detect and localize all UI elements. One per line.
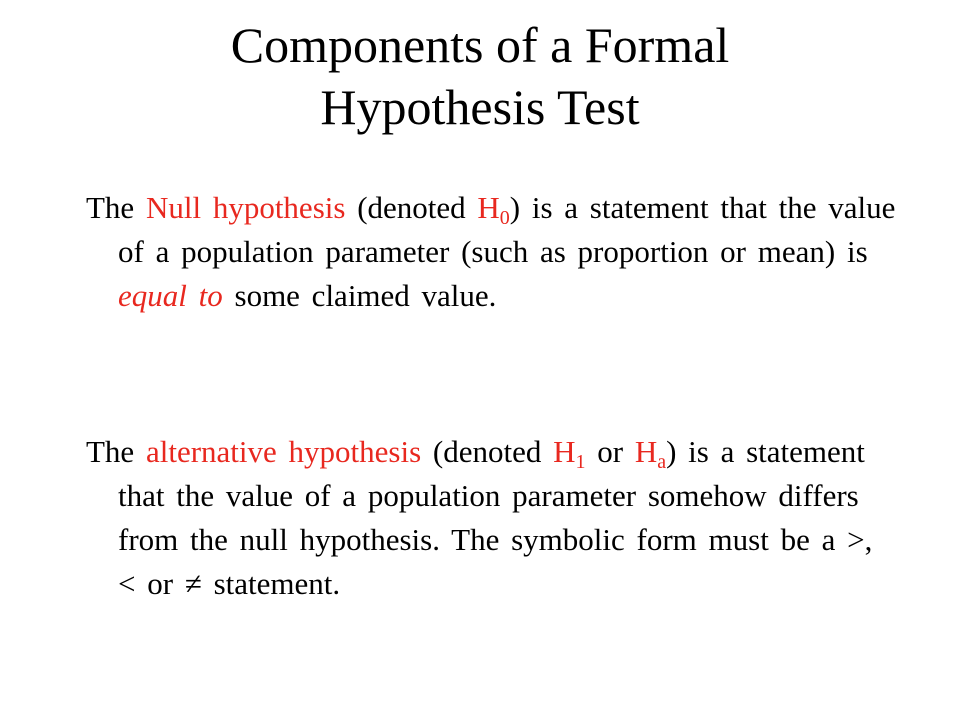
alt-symbol-1-letter: H	[553, 434, 576, 469]
null-prefix: The	[86, 190, 146, 225]
null-symbol-letter: H	[477, 190, 500, 225]
alternative-hypothesis-paragraph	[86, 430, 898, 606]
null-hypothesis-paragraph	[86, 186, 898, 318]
equal-to-emphasis: equal to	[118, 278, 223, 313]
alt-symbol-1-subscript: 1	[575, 451, 586, 473]
alt-symbol-2-letter: H	[634, 434, 658, 469]
null-hypothesis-term: Null hypothesis	[145, 190, 346, 225]
alt-symbol-2	[634, 434, 667, 473]
slide-title	[0, 14, 960, 138]
alt-symbol-1	[553, 434, 586, 473]
null-definition-text: ) is a statement that the value of a population parameter (such as proportion or mean) is	[118, 190, 896, 269]
alt-prefix: The	[86, 434, 146, 469]
slide-title-line-2: Hypothesis Test	[320, 79, 640, 135]
null-suffix: some claimed value.	[222, 278, 497, 313]
null-symbol	[477, 190, 510, 229]
alt-denoted-open: (denoted	[421, 434, 554, 469]
slide-title-line-1: Components of a Formal	[230, 17, 730, 73]
alt-definition-text: ) is a statement that the value of a population parameter somehow differs from the null hypothesis. The symbolic form must be a >, < or ≠ statement.	[118, 434, 873, 601]
alt-or-text: or	[585, 434, 635, 469]
alt-symbol-2-subscript: a	[657, 451, 667, 473]
null-symbol-subscript: 0	[499, 207, 510, 229]
alternative-hypothesis-term: alternative hypothesis	[145, 434, 422, 469]
null-denoted-open: (denoted	[345, 190, 478, 225]
